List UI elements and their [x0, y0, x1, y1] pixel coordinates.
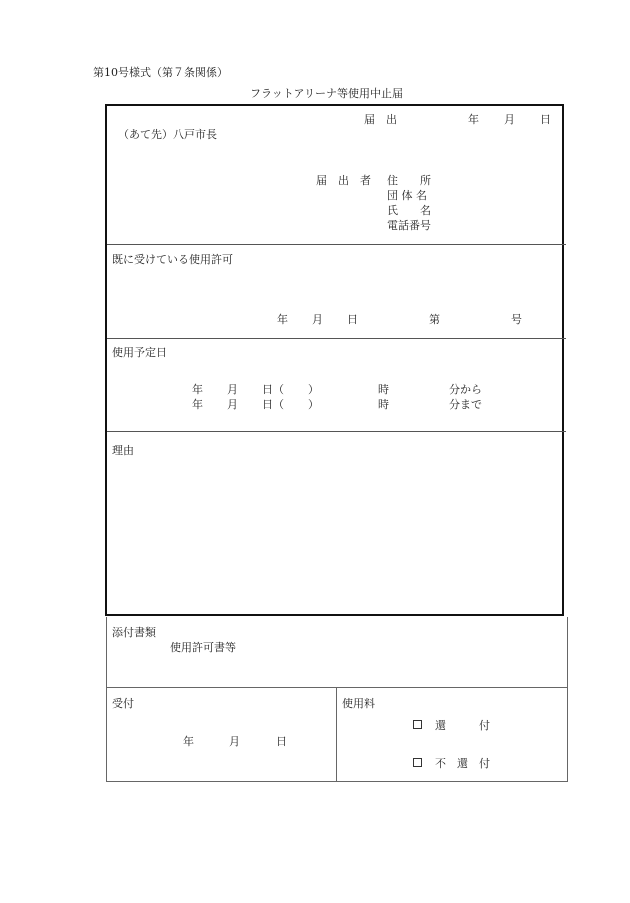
- attachments-heading: 添付書類: [112, 626, 156, 639]
- to-minute[interactable]: 分まで: [449, 398, 482, 411]
- addressee: （あて先）八戸市長: [118, 128, 217, 141]
- refund-option-label: 還 付: [435, 719, 490, 732]
- permit-month[interactable]: 月: [312, 313, 323, 326]
- divider-line: [107, 338, 566, 339]
- name-label[interactable]: 氏 名: [387, 204, 431, 217]
- receipt-year[interactable]: 年: [183, 735, 194, 748]
- attachments-item: 使用許可書等: [170, 641, 236, 654]
- from-day[interactable]: 日（: [262, 383, 284, 396]
- from-year[interactable]: 年: [192, 383, 203, 396]
- group-name-label[interactable]: 団 体 名: [387, 189, 427, 202]
- receipt-day[interactable]: 日: [276, 735, 287, 748]
- to-weekday-close: ）: [308, 398, 319, 411]
- page-title: フラットアリーナ等使用中止届: [250, 87, 404, 100]
- permit-no-suffix[interactable]: 号: [511, 313, 522, 326]
- phone-label[interactable]: 電話番号: [387, 219, 431, 232]
- receipt-month[interactable]: 月: [229, 735, 240, 748]
- reason-field[interactable]: [112, 465, 552, 605]
- form-number: 第10号様式（第７条関係）: [93, 66, 228, 79]
- divider-line: [107, 431, 566, 432]
- from-weekday-close: ）: [308, 383, 319, 396]
- fee-heading: 使用料: [342, 697, 375, 710]
- no-refund-checkbox[interactable]: [413, 758, 422, 767]
- permit-heading: 既に受けている使用許可: [112, 253, 233, 266]
- submission-year: 年: [468, 113, 479, 126]
- receipt-heading: 受付: [112, 697, 134, 710]
- permit-no-prefix[interactable]: 第: [429, 313, 440, 326]
- reason-heading: 理由: [112, 444, 134, 457]
- refund-checkbox[interactable]: [413, 720, 422, 729]
- to-hour[interactable]: 時: [378, 398, 389, 411]
- to-year[interactable]: 年: [192, 398, 203, 411]
- address-label[interactable]: 住 所: [387, 174, 431, 187]
- submission-month: 月: [504, 113, 515, 126]
- permit-year[interactable]: 年: [277, 313, 288, 326]
- to-month[interactable]: 月: [227, 398, 238, 411]
- submission-label: 届 出: [364, 113, 397, 126]
- applicant-label: 届 出 者: [316, 174, 371, 187]
- permit-day[interactable]: 日: [347, 313, 358, 326]
- from-minute[interactable]: 分から: [449, 383, 482, 396]
- submission-day: 日: [540, 113, 551, 126]
- no-refund-option-label: 不 還 付: [435, 757, 490, 770]
- to-day[interactable]: 日（: [262, 398, 284, 411]
- from-hour[interactable]: 時: [378, 383, 389, 396]
- receipt-box: [106, 688, 337, 782]
- schedule-heading: 使用予定日: [112, 346, 167, 359]
- divider-line: [107, 244, 566, 245]
- from-month[interactable]: 月: [227, 383, 238, 396]
